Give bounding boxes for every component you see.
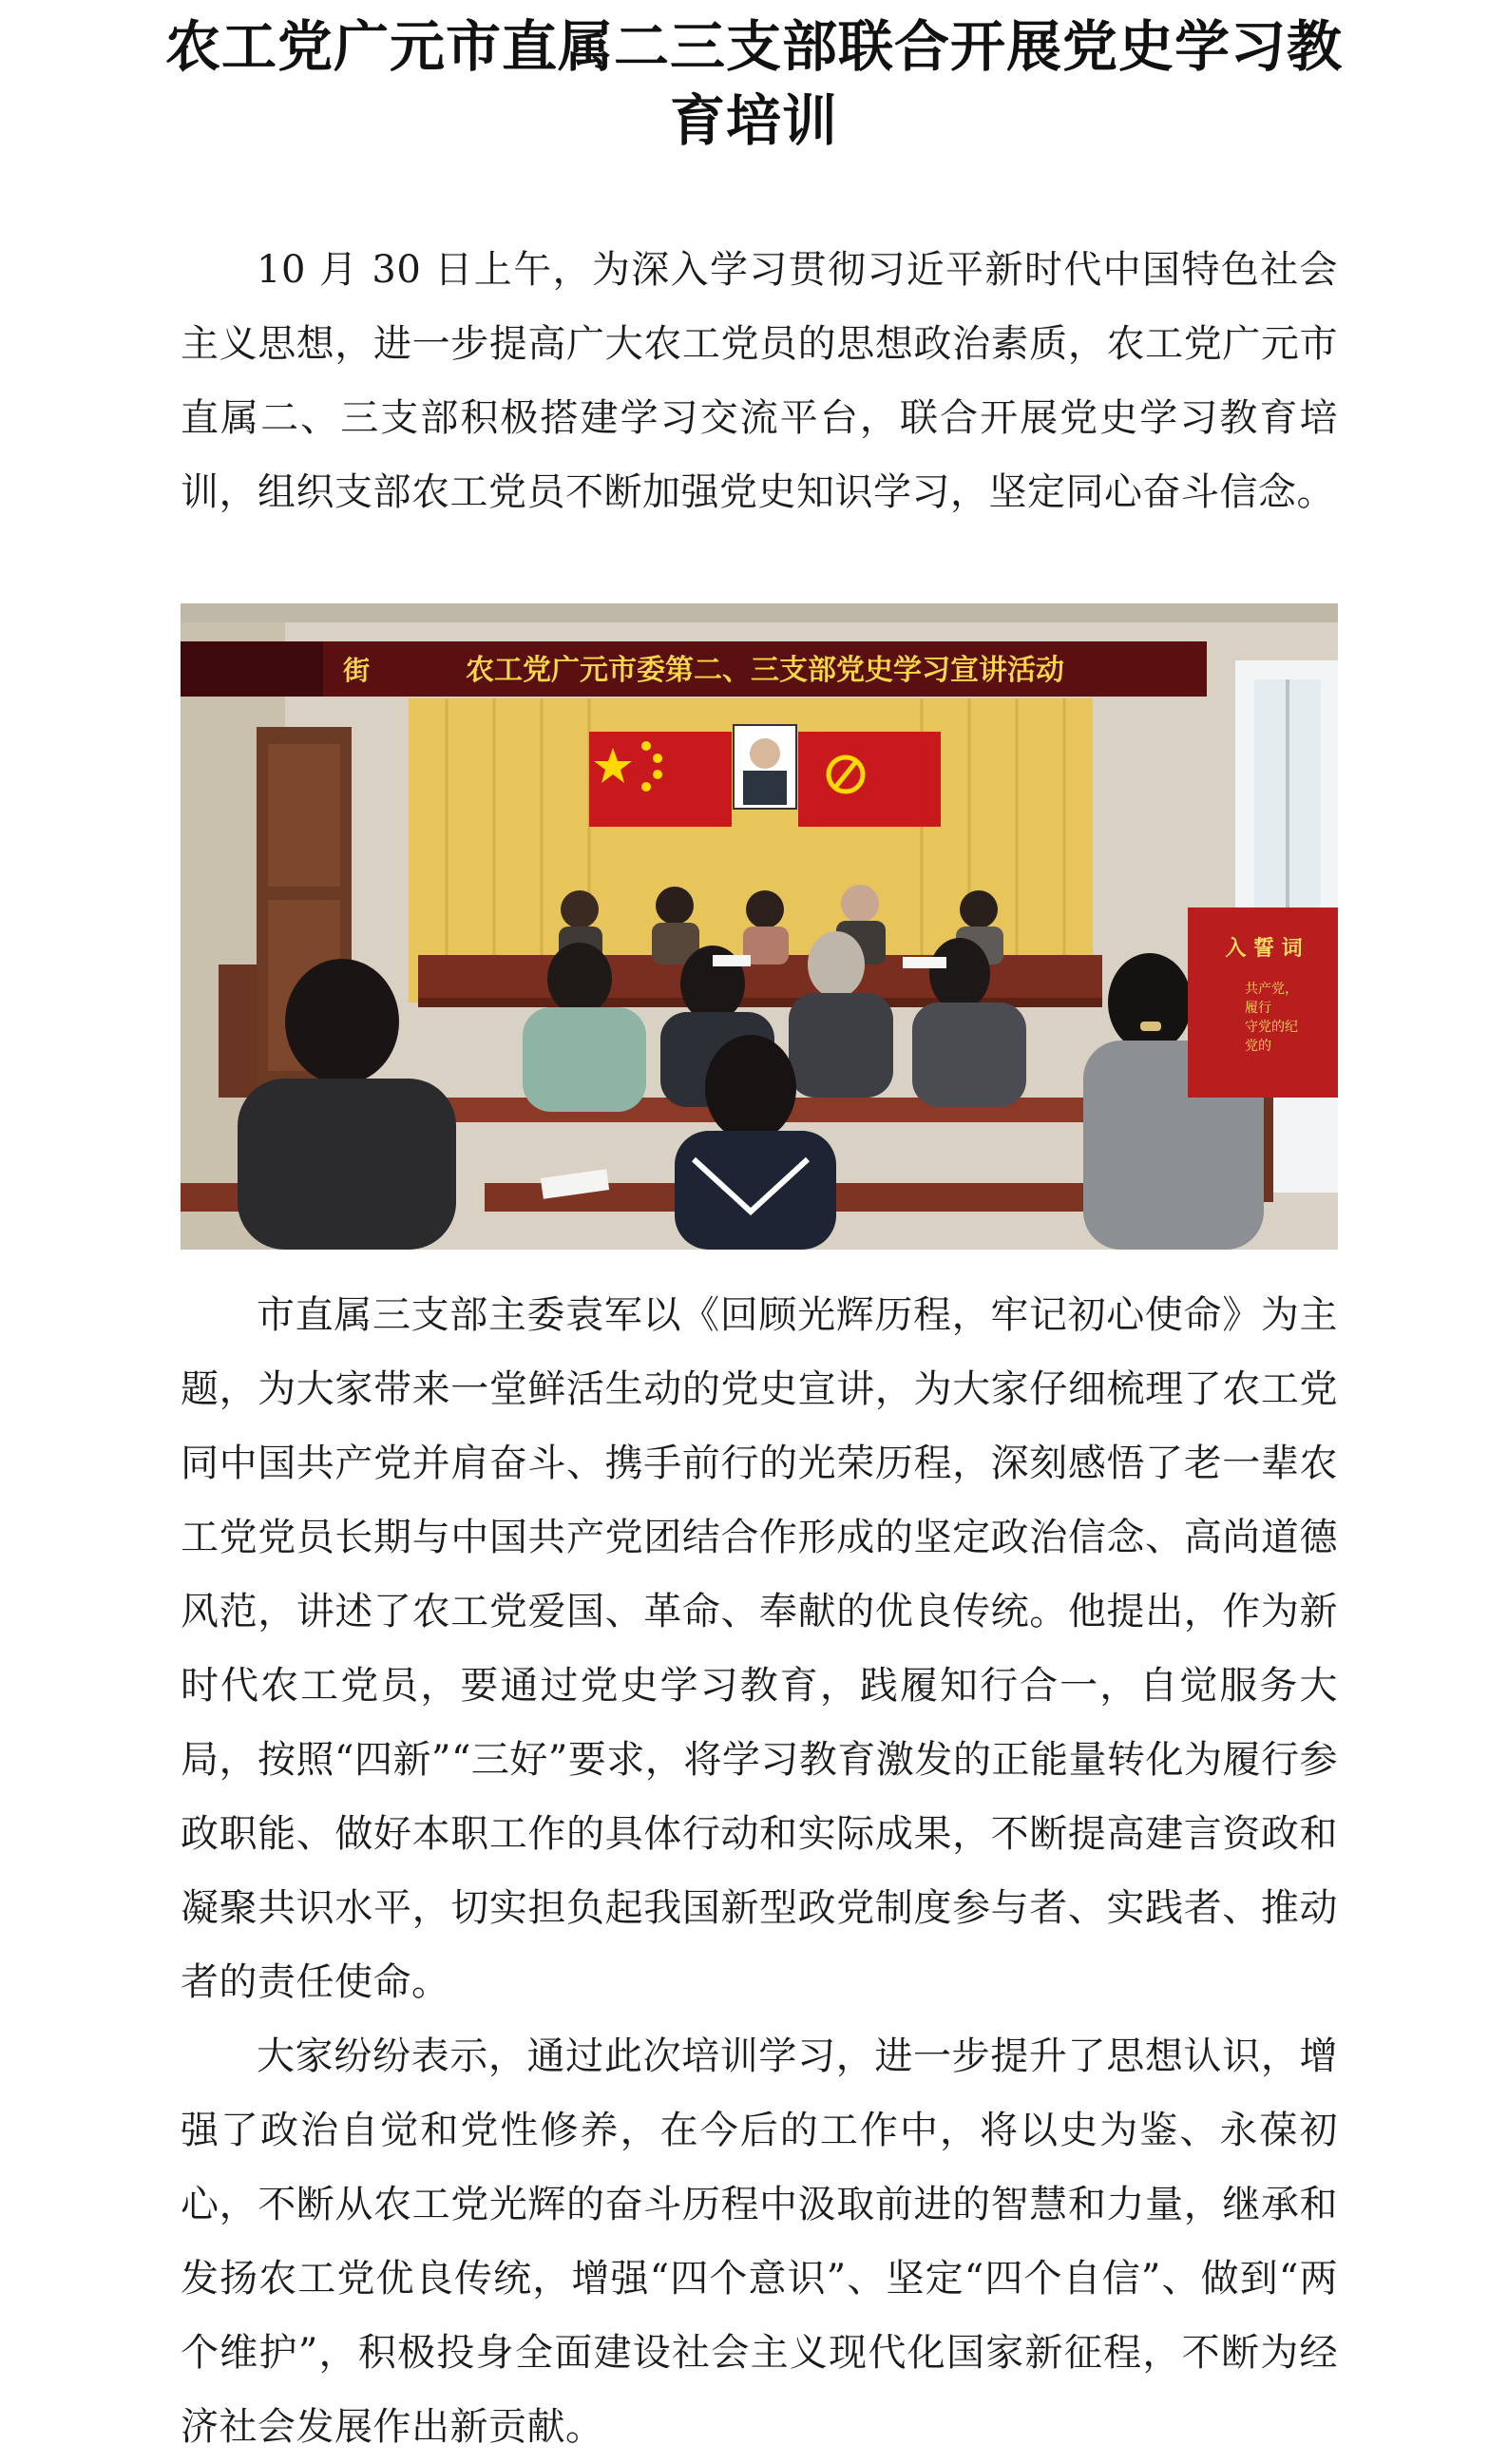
- article-paragraph-3: 大家纷纷表示，通过此次培训学习，进一步提升了思想认识，增强了政治自觉和党性修养，在今后的工作中，将以史为鉴、永葆初心，不断从农工党光辉的奋斗历程中汲取前进的智慧和力量，继承和发扬农工党优良传统，增强“四个意识”、坚定“四个自信”、做到“两个维护”，积极投身全面建设社会主义现代化国家新征程，不断为经济社会发展作出新贡献。: [181, 2034, 1338, 2449]
- oath-line-1: 共产党，: [1245, 982, 1298, 997]
- article-title: 农工党广元市直属二三支部联合开展党史学习教育培训: [164, 14, 1343, 153]
- article-paragraph-2: 市直属三支部主委袁军以《回顾光辉历程，牢记初心使命》为主题，为大家带来一堂鲜活生动的党史宣讲，为大家仔细梳理了农工党同中国共产党并肩奋斗、携手前行的光荣历程，深刻感悟了老一辈农工党党员长期与中国共产党团结合作形成的坚定政治信念、高尚道德风范，讲述了农工党爱国、革命、奉献的优良传统。他提出，作为新时代农工党员，要通过党史学习教育，践履知行合一，自觉服务大局，按照“四新”“三好”要求，将学习教育激发的正能量转化为履行参政职能、做好本职工作的具体行动和实际成果，不断提高建言资政和凝聚共识水平，切实担负起我国新型政党制度参与者、实践者、推动者的责任使命。: [181, 1293, 1338, 2004]
- banner-text: 农工党广元市委第二、三支部党史学习宣讲活动: [466, 654, 1064, 687]
- article-paragraph-1: 10 月 30 日上午，为深入学习贯彻习近平新时代中国特色社会主义思想，进一步提高广大农工党员的思想政治素质，农工党广元市直属二、三支部积极搭建学习交流平台，联合开展党史学习教育培训，组织支部农工党员不断加强党史知识学习，坚定同心奋斗信念。: [181, 248, 1338, 514]
- oath-line-3: 守党的纪: [1245, 1020, 1298, 1035]
- national-flag: [589, 732, 732, 827]
- event-photo-drawing: [181, 603, 1338, 1250]
- party-flag: [798, 732, 941, 827]
- event-photo: [181, 603, 1338, 1250]
- banner-fragment: 街: [342, 655, 371, 686]
- oath-line-4: 党的: [1245, 1039, 1271, 1054]
- oath-line-2: 履行: [1245, 1001, 1271, 1016]
- oath-board-title: 入 誓 词: [1225, 937, 1303, 961]
